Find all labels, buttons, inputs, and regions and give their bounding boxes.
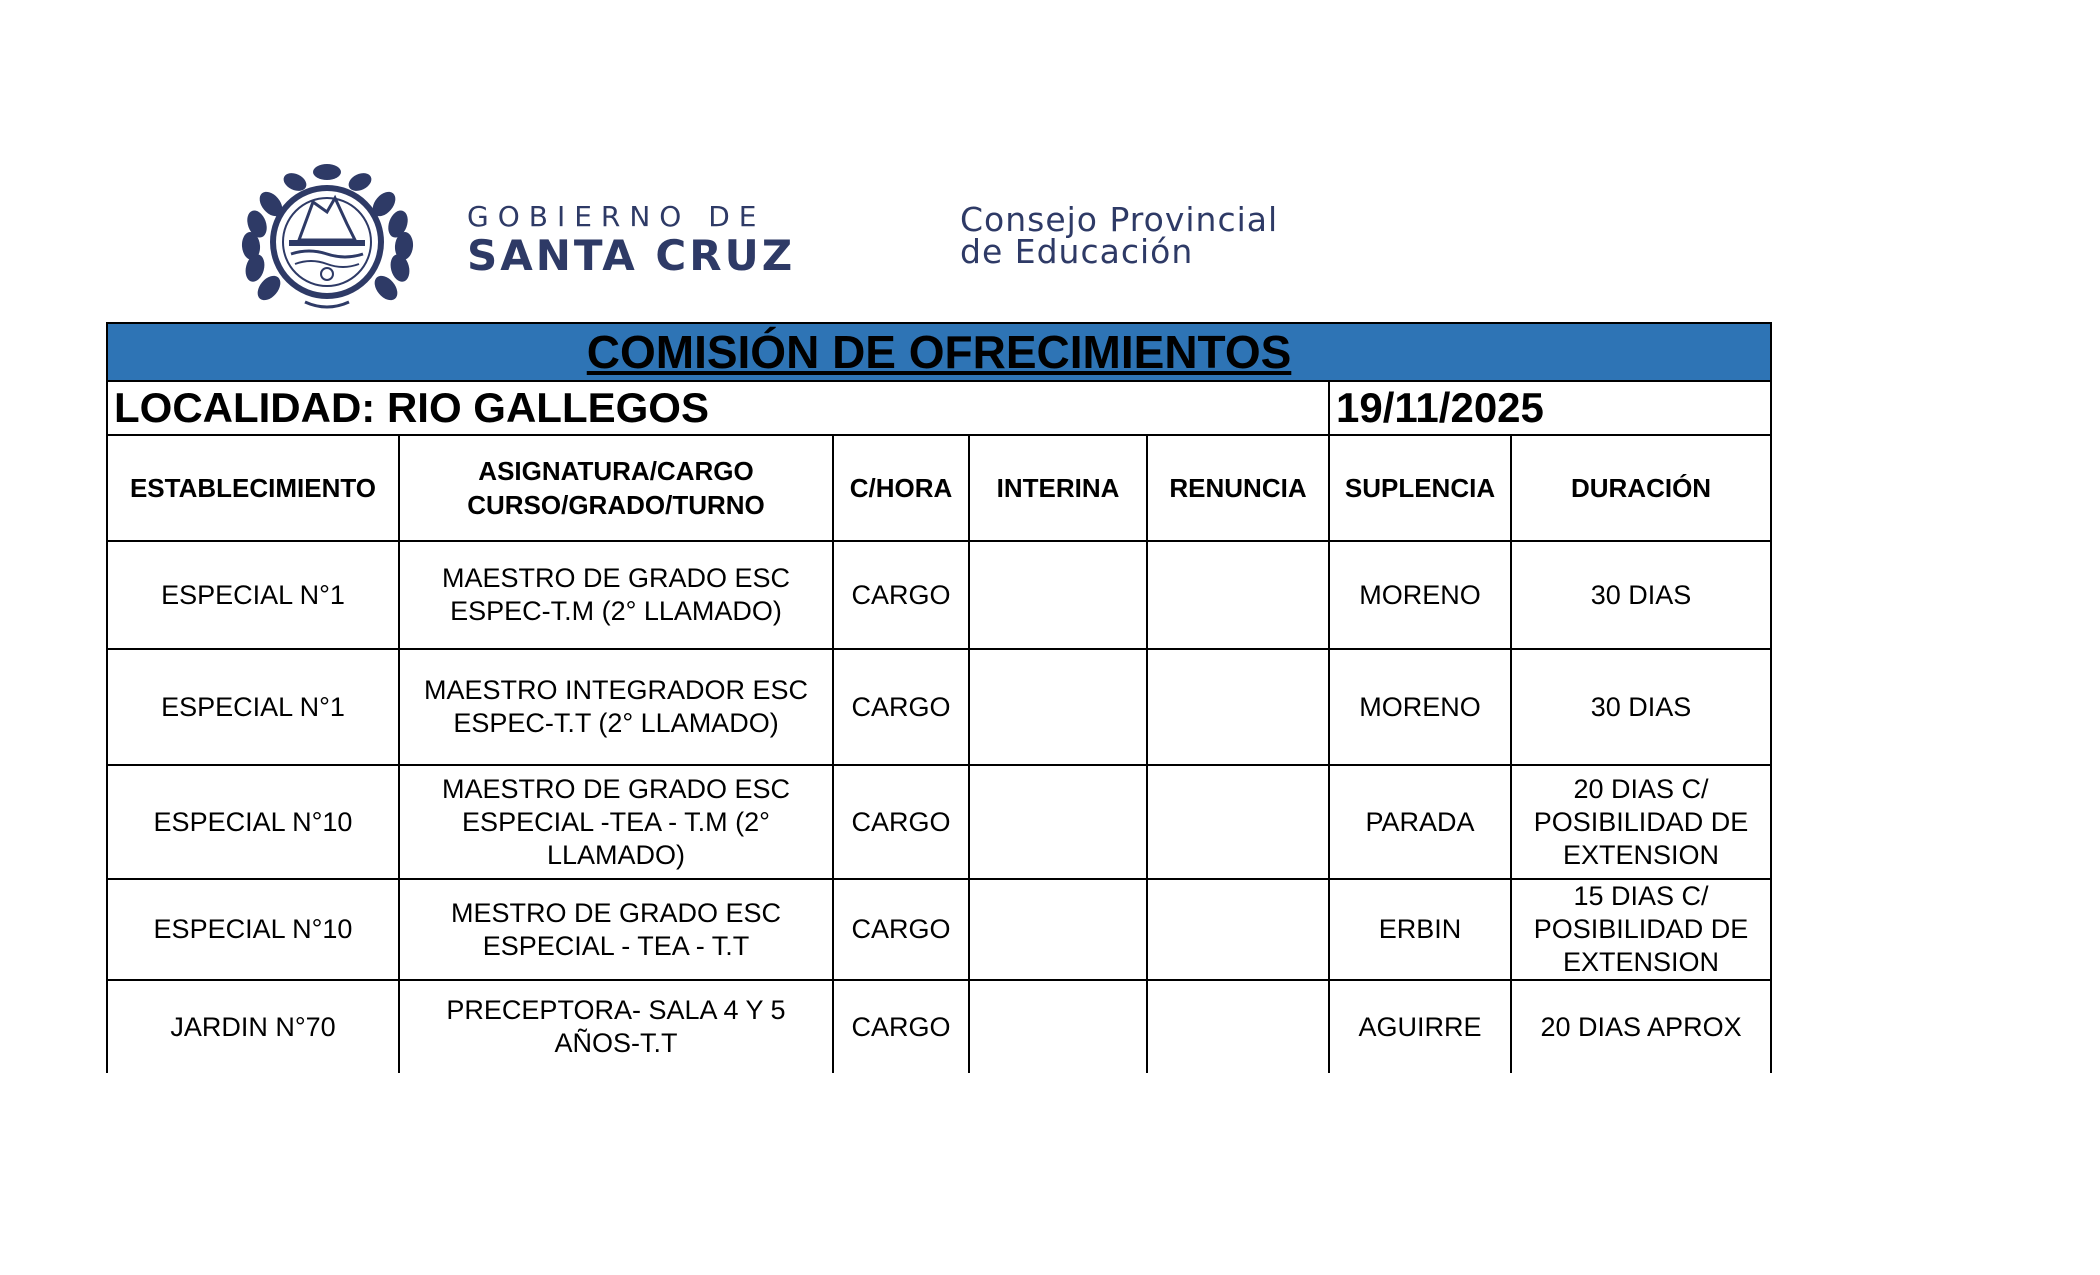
consejo-logo-text [960, 200, 1279, 271]
cell-chora: CARGO [833, 879, 969, 980]
table-row [107, 649, 1771, 765]
fecha-label: 19/11/2025 [1329, 381, 1771, 435]
cell-renuncia [1147, 765, 1329, 879]
cell-suplencia: ERBIN [1329, 879, 1511, 980]
cell-duracion: 15 DIAS C/ POSIBILIDAD DE EXTENSION [1511, 879, 1771, 980]
header-suplencia: SUPLENCIA [1329, 435, 1511, 541]
document-title: COMISIÓN DE OFRECIMIENTOS [107, 323, 1771, 381]
cell-duracion: 30 DIAS [1511, 649, 1771, 765]
cell-asignatura: MESTRO DE GRADO ESC ESPECIAL - TEA - T.T [399, 879, 833, 980]
cell-asignatura: PRECEPTORA- SALA 4 Y 5 AÑOS-T.T [399, 980, 833, 1073]
cell-establecimiento: ESPECIAL N°1 [107, 541, 399, 649]
cell-interina [969, 980, 1147, 1073]
consejo-line-2: de Educación [960, 232, 1194, 271]
cell-chora: CARGO [833, 980, 969, 1073]
cell-suplencia: AGUIRRE [1329, 980, 1511, 1073]
cell-chora: CARGO [833, 541, 969, 649]
santa-cruz-line: SANTA CRUZ [467, 231, 796, 280]
cell-interina [969, 649, 1147, 765]
table-row [107, 980, 1771, 1073]
header-duracion: DURACIÓN [1511, 435, 1771, 541]
header-establecimiento: ESTABLECIMIENTO [107, 435, 399, 541]
cell-interina [969, 541, 1147, 649]
cell-asignatura: MAESTRO DE GRADO ESC ESPEC-T.M (2° LLAMADO) [399, 541, 833, 649]
provincial-seal-icon [235, 162, 420, 312]
cell-asignatura: MAESTRO INTEGRADOR ESC ESPEC-T.T (2° LLAMADO) [399, 649, 833, 765]
cell-establecimiento: ESPECIAL N°10 [107, 765, 399, 879]
table-row [107, 765, 1771, 879]
cell-duracion: 20 DIAS APROX [1511, 980, 1771, 1073]
cell-duracion: 30 DIAS [1511, 541, 1771, 649]
cell-suplencia: PARADA [1329, 765, 1511, 879]
header-asignatura [399, 435, 833, 541]
cell-renuncia [1147, 879, 1329, 980]
cell-establecimiento: ESPECIAL N°1 [107, 649, 399, 765]
cell-duracion: 20 DIAS C/ POSIBILIDAD DE EXTENSION [1511, 765, 1771, 879]
localidad-row [107, 381, 1771, 435]
cell-chora: CARGO [833, 649, 969, 765]
cell-establecimiento: ESPECIAL N°10 [107, 879, 399, 980]
cell-interina [969, 879, 1147, 980]
cell-asignatura: MAESTRO DE GRADO ESC ESPECIAL -TEA - T.M (2° LLAMADO) [399, 765, 833, 879]
header-interina: INTERINA [969, 435, 1147, 541]
cell-suplencia: MORENO [1329, 649, 1511, 765]
table-row [107, 879, 1771, 980]
cell-establecimiento: JARDIN N°70 [107, 980, 399, 1073]
consejo-line-1: Consejo Provincial [960, 200, 1279, 239]
cell-renuncia [1147, 541, 1329, 649]
column-header-row [107, 435, 1771, 541]
gobierno-logo-text [467, 202, 795, 278]
cell-renuncia [1147, 980, 1329, 1073]
cell-chora: CARGO [833, 765, 969, 879]
title-row [107, 323, 1771, 381]
gobierno-line: GOBIERNO DE [467, 200, 766, 233]
cell-renuncia [1147, 649, 1329, 765]
localidad-label: LOCALIDAD: RIO GALLEGOS [107, 381, 1329, 435]
header-renuncia: RENUNCIA [1147, 435, 1329, 541]
header-asignatura-line-2: CURSO/GRADO/TURNO [467, 490, 765, 520]
ofrecimientos-table [106, 322, 1772, 1073]
table-row [107, 541, 1771, 649]
document-header [235, 162, 1385, 317]
header-chora: C/HORA [833, 435, 969, 541]
cell-suplencia: MORENO [1329, 541, 1511, 649]
cell-interina [969, 765, 1147, 879]
header-asignatura-line-1: ASIGNATURA/CARGO [478, 456, 754, 486]
